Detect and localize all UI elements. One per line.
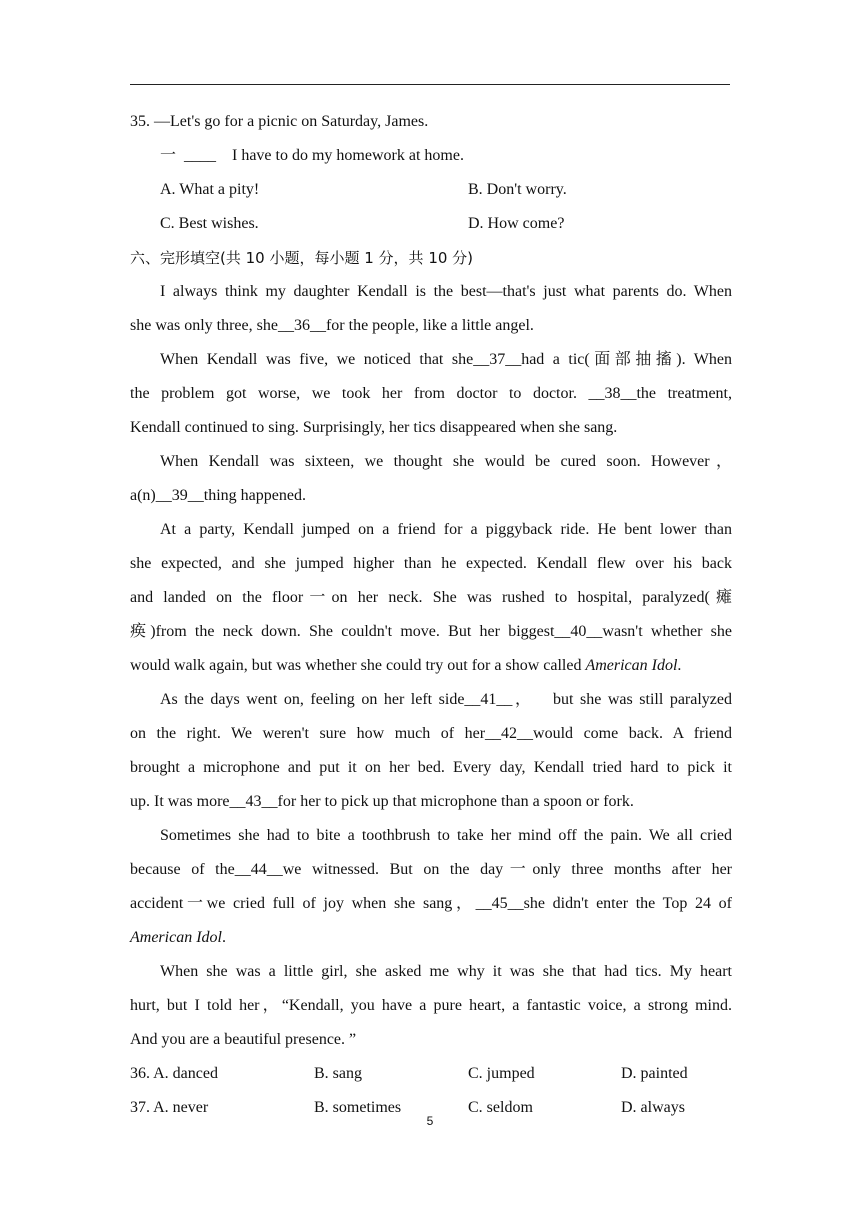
passage-text: would walk again, but was whether she could try out for a show called (130, 657, 586, 674)
q37-option-a: 37. A. never (130, 1099, 209, 1116)
period: . (677, 657, 682, 674)
passage-line: When she was a little girl, she asked me why it was she that had tics. My heart (160, 963, 732, 980)
q37-option-d: D. always (621, 1099, 685, 1116)
q36-option-b: B. sang (314, 1065, 362, 1082)
q37-option-c: C. seldom (468, 1099, 533, 1116)
q35-option-d: D. How come? (468, 215, 565, 232)
passage-line: Sometimes she had to bite a toothbrush to take her mind off the pain. We all cried (160, 827, 732, 844)
page-number: 5 (426, 1114, 434, 1128)
passage-line: hurt, but I told her，“Kendall, you have a pure heart, a fantastic voice, a strong mind. (130, 997, 732, 1014)
q36-option-a: 36. A. danced (130, 1065, 218, 1082)
passage-line: I always think my daughter Kendall is the best—that's just what parents do. When (160, 283, 732, 300)
passage-line: As the days went on, feeling on her left side__41__， but she was still paralyzed (160, 691, 732, 708)
passage-line: 痪)from the neck down. She couldn't move. But her biggest__40__wasn't whether she (130, 623, 732, 640)
q35-reply: 一 ____ I have to do my homework at home. (160, 147, 464, 164)
passage-line: And you are a beautiful presence. ” (130, 1031, 357, 1048)
passage-line: At a party, Kendall jumped on a friend for a piggyback ride. He bent lower than (160, 521, 732, 538)
passage-line-with-title (130, 928, 732, 948)
q35-option-b: B. Don't worry. (468, 181, 567, 198)
show-title: American Idol (130, 929, 222, 946)
passage-line: and landed on the floor一on her neck. She was rushed to hospital, paralyzed(瘫 (130, 589, 732, 606)
passage-line: accident一we cried full of joy when she sang，__45__she didn't enter the Top 24 of (130, 895, 732, 912)
passage-line: up. It was more__43__for her to pick up that microphone than a spoon or fork. (130, 793, 634, 810)
show-title: American Idol (585, 657, 678, 674)
q35-question: 35. —Let's go for a picnic on Saturday, James. (130, 113, 429, 130)
passage-line-with-title (130, 656, 732, 676)
q35-option-c: C. Best wishes. (160, 215, 259, 232)
passage-line: When Kendall was sixteen, we thought she would be cured soon. However， (160, 453, 732, 470)
q36-option-c: C. jumped (468, 1065, 535, 1082)
passage-line: a(n)__39__thing happened. (130, 487, 306, 504)
q37-option-b: B. sometimes (314, 1099, 402, 1116)
passage-line: brought a microphone and put it on her bed. Every day, Kendall tried hard to pick it (130, 759, 732, 776)
header-rule (130, 84, 730, 85)
passage-line: she was only three, she__36__for the people, like a little angel. (130, 317, 534, 334)
passage-line: the problem got worse, we took her from doctor to doctor. __38__the treatment, (130, 385, 732, 402)
period: . (221, 929, 226, 946)
section-title: 六、完形填空(共 10 小题，每小题 1 分，共 10 分) (130, 249, 474, 267)
q36-option-d: D. painted (621, 1065, 688, 1082)
passage-line: Kendall continued to sing. Surprisingly, her tics disappeared when she sang. (130, 419, 618, 436)
passage-line: because of the__44__we witnessed. But on the day一only three months after her (130, 861, 732, 878)
passage-line: on the right. We weren't sure how much of her__42__would come back. A friend (130, 725, 732, 742)
passage-line: When Kendall was five, we noticed that she__37__had a tic(面部抽搐). When (160, 351, 732, 368)
q35-option-a: A. What a pity! (160, 181, 260, 198)
passage-line: she expected, and she jumped higher than he expected. Kendall flew over his back (130, 555, 732, 572)
